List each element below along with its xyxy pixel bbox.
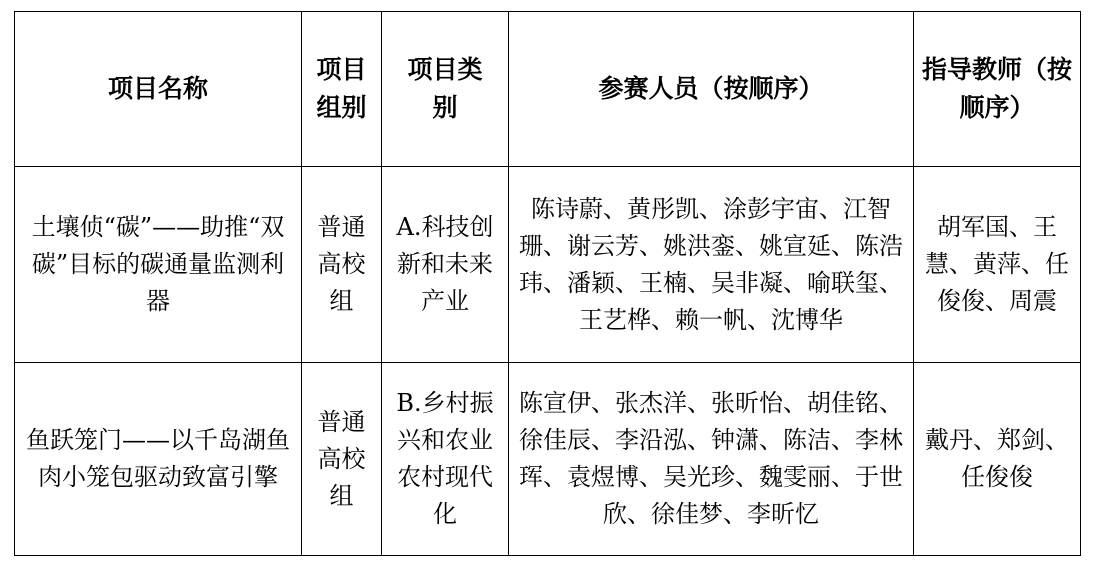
cell-teachers: 戴丹、郑剑、任俊俊 (914, 363, 1081, 556)
cell-members: 陈诗蔚、黄彤凯、涂彭宇宙、江智珊、谢云芳、姚洪銮、姚宣延、陈浩玮、潘颖、王楠、吴非凝、喻联玺、王艺桦、赖一帆、沈博华 (509, 167, 914, 363)
table-row (15, 363, 1081, 556)
cell-project-group: 普通高校组 (302, 167, 382, 363)
header-project-type: 项目类别 (382, 12, 509, 167)
header-members: 参赛人员（按顺序） (509, 12, 914, 167)
header-row (15, 12, 1081, 167)
cell-project-type: A.科技创新和未来产业 (382, 167, 509, 363)
project-table (14, 11, 1081, 556)
cell-project-type: B.乡村振兴和农业农村现代化 (382, 363, 509, 556)
header-teachers: 指导教师（按顺序） (914, 12, 1081, 167)
cell-project-group: 普通高校组 (302, 363, 382, 556)
cell-members: 陈宣伊、张杰洋、张昕怡、胡佳铭、徐佳辰、李沿泓、钟潇、陈洁、李林珲、袁煜博、吴光珍、魏雯丽、于世欣、徐佳梦、李昕忆 (509, 363, 914, 556)
header-project-group: 项目组别 (302, 12, 382, 167)
cell-project-name: 鱼跃笼门——以千岛湖鱼肉小笼包驱动致富引擎 (15, 363, 302, 556)
cell-teachers: 胡军国、王慧、黄萍、任俊俊、周震 (914, 167, 1081, 363)
table-row (15, 167, 1081, 363)
header-project-name: 项目名称 (15, 12, 302, 167)
cell-project-name: 土壤侦“碳”——助推“双碳”目标的碳通量监测利器 (15, 167, 302, 363)
